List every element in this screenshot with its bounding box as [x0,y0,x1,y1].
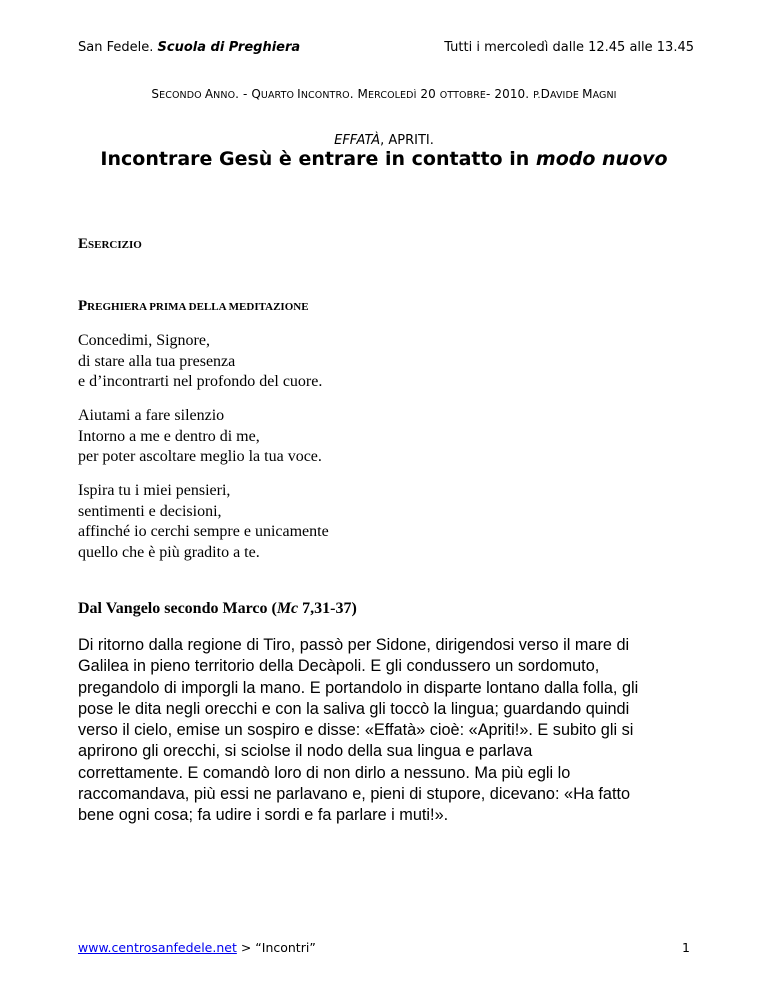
gospel-line: pose le dita negli orecchi e con la saliva gli toccò la lingua; guardando quindi [78,699,630,718]
gospel-line: raccomandava, più essi ne parlavano e, pieni di stupore, dicevano: «Ha fatto [78,785,631,804]
gospel-line: verso il cielo, emise un sospiro e disse: «Effatà» cioè: «Apriti!». E subito gli si [78,721,634,740]
session-part-small: NCONTRO [300,90,350,101]
header-brand [78,40,300,55]
prayer-line: affinché io cerchi sempre e unicamente [78,523,329,540]
prayer-line: quello che è più gradito a te. [78,543,260,561]
prayer-heading [78,298,309,315]
gospel-line: Di ritorno dalla regione di Tiro, passò per Sidone, dirigendosi verso il mare di [78,636,630,654]
gospel-heading-pre: Dal Vangelo secondo Marco ( [78,600,277,617]
subtitle-italic: EFFATÀ [334,133,381,148]
session-part-large: M [582,87,593,101]
prayer-stanza-3 [78,481,329,563]
gospel-heading [78,600,357,618]
footer-breadcrumb: > “Incontri” [236,940,316,955]
website-link[interactable]: www.centrosanfedele.net [78,940,237,955]
gospel-line: correttamente. E comandò loro di non dirlo a nessuno. Ma più egli lo [78,763,571,782]
session-line [0,87,768,101]
prayer-line: per poter ascoltare meglio la tua voce. [78,448,322,465]
session-part-small: OTTOBRE [439,90,486,101]
exercise-heading [78,236,142,253]
prayer-line: Intorno a me e dentro di me, [78,427,260,445]
session-part-large: A [204,87,214,101]
prayer-line: Aiutami a fare silenzio [78,407,225,424]
prayer-line: di stare alla tua presenza [78,352,236,370]
subtitle-rest: , APRITI. [380,133,434,148]
session-part-small: AVIDE [549,90,583,101]
session-part-large: 20 [416,87,440,101]
gospel-line: bene ogni cosa; fa udire i sordi e fa parlare i muti!». [78,806,449,825]
prayer-heading-rest: REGHIERA PRIMA DELLA MEDITAZIONE [87,301,309,313]
session-part-large: . - [235,87,252,101]
prayer-line: e d’incontrarti nel profondo del cuore. [78,373,323,390]
session-part-large: D [540,87,550,101]
page-number: 1 [682,940,690,955]
session-part-large: . M [349,87,369,101]
prayer-stanza-1 [78,331,322,393]
session-part-small: ECONDO [159,90,205,101]
gospel-line: pregandolo di imporgli la mano. E portandolo in disparte lontano dalla folla, gli [78,678,639,697]
brand-subtitle: Scuola di Preghiera [157,40,301,55]
subtitle [0,133,768,148]
session-part-small: AGNI [592,90,617,101]
prayer-line: Ispira tu i miei pensieri, [78,482,231,499]
gospel-heading-ref: Mc [276,600,299,617]
exercise-heading-rest: SERCIZIO [88,239,142,251]
header-schedule: Tutti i mercoledì dalle 12.45 alle 13.45 [444,40,694,55]
footer-link-area [78,940,316,955]
session-part-small: P. [533,90,541,101]
brand-name: San Fedele. [78,40,154,55]
session-part-small: ERCOLEDÌ [368,90,417,101]
gospel-passage [78,635,698,827]
gospel-line: aprirono gli orecchi, si sciolse il nodo della sua lingua e parlava [78,742,533,761]
session-part-large: I [297,87,301,101]
gospel-heading-post: 7,31-37) [298,600,357,617]
session-part-small: UARTO [260,90,298,101]
exercise-heading-cap: E [78,236,89,252]
prayer-heading-cap: P [78,298,88,314]
session-part-large: - 2010. [486,87,534,101]
session-part-large: Q [251,87,261,101]
title-italic: modo nuovo [535,148,668,170]
prayer-line: Concedimi, Signore, [78,332,210,349]
gospel-line: Galilea in pieno territorio della Decàpoli. E gli condussero un sordomuto, [78,657,600,676]
page-title [0,148,768,170]
session-part-large: S [151,87,160,101]
prayer-stanza-2 [78,406,322,468]
title-main: Incontrare Gesù è entrare in contatto in [100,148,536,170]
session-part-small: NNO [213,90,236,101]
prayer-line: sentimenti e decisioni, [78,502,222,520]
